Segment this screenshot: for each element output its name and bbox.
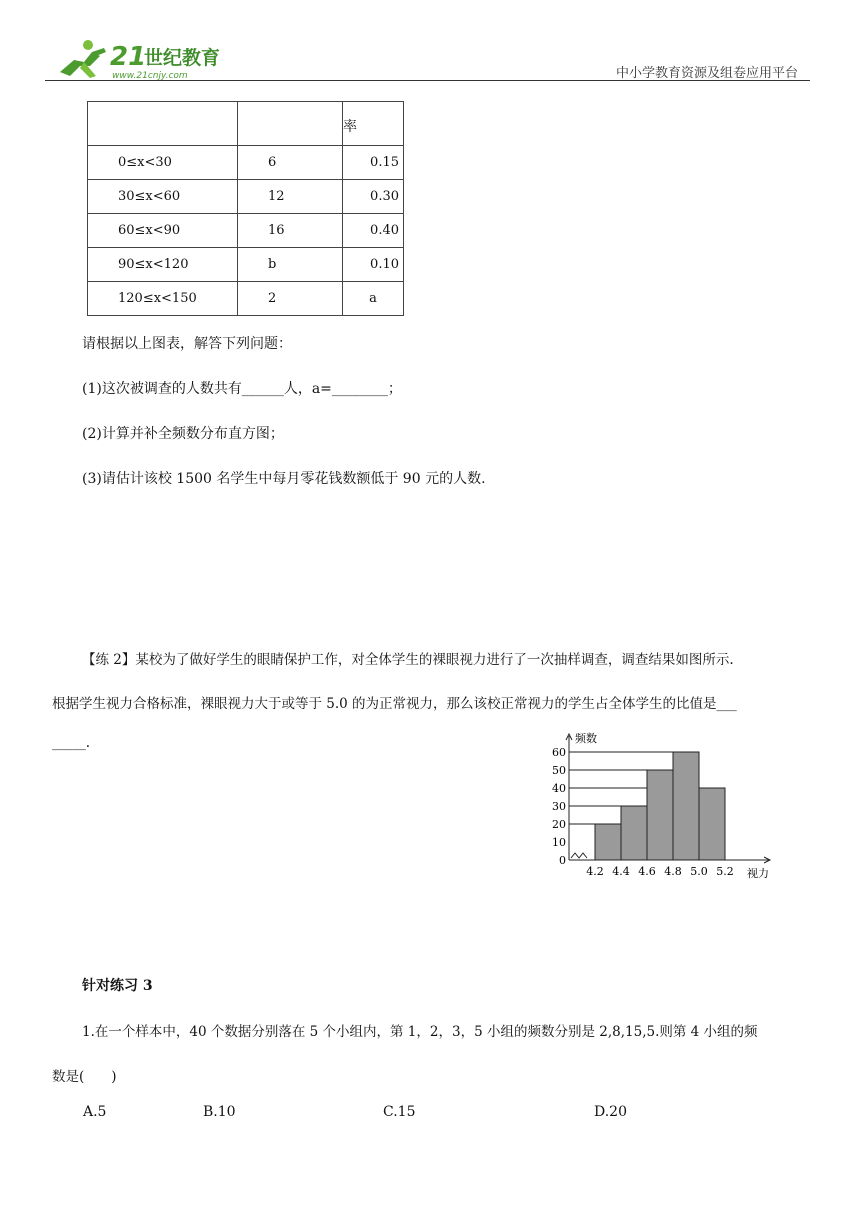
chart-x-tick-label: 5.0 <box>690 865 708 878</box>
table-cell-count: 16 <box>238 214 343 248</box>
question-1: (1)这次被调查的人数共有______人，a=________； <box>82 381 402 397</box>
chart-x-tick-label: 4.8 <box>664 865 682 878</box>
table-cell-count: b <box>238 248 343 282</box>
chart-y-ticks <box>552 746 566 867</box>
logo-number: 21 <box>110 42 147 72</box>
table-cell-range: 0≤x<30 <box>88 146 238 180</box>
table-row <box>88 214 404 248</box>
chart-y-tick-label: 20 <box>552 818 566 831</box>
exercise3-q1-line1: 1.在一个样本中，40 个数据分别落在 5 个小组内，第 1，2，3，5 小组的频数分别是 2,8,15,5.则第 4 小组的频 <box>82 1024 758 1040</box>
chart-x-tick-label: 5.2 <box>716 865 734 878</box>
table-header-cell-rate: 率 <box>343 102 404 146</box>
chart-bar <box>647 770 673 860</box>
table-row <box>88 282 404 316</box>
table-row <box>88 146 404 180</box>
chart-y-tick-label: 40 <box>552 782 566 795</box>
chart-bar <box>595 824 621 860</box>
practice2-line2: 根据学生视力合格标准，裸眼视力大于或等于 5.0 的为正常视力，那么该校正常视力的学生占全体学生的比值是___ <box>52 696 737 712</box>
table-header-cell <box>238 102 343 146</box>
table-cell-rate: 0.40 <box>343 214 404 248</box>
table-cell-range: 90≤x<120 <box>88 248 238 282</box>
table-cell-range: 60≤x<90 <box>88 214 238 248</box>
practice2-line1: 【练 2】某校为了做好学生的眼睛保护工作，对全体学生的裸眼视力进行了一次抽样调查，调查结果如图所示. <box>82 652 734 668</box>
table-cell-rate: 0.30 <box>343 180 404 214</box>
option-c[interactable]: C.15 <box>383 1104 416 1120</box>
question-2: (2)计算并补全频数分布直方图； <box>82 426 284 442</box>
chart-bar <box>621 806 647 860</box>
logo-url: www.21cnjy.com <box>112 71 188 81</box>
option-d[interactable]: D.20 <box>594 1104 627 1120</box>
table-cell-range: 120≤x<150 <box>88 282 238 316</box>
header-platform-text: 中小学教育资源及组卷应用平台 <box>615 66 798 81</box>
table-row <box>88 248 404 282</box>
table-cell-count: 2 <box>238 282 343 316</box>
chart-y-tick-label: 0 <box>559 854 566 867</box>
vision-histogram <box>547 730 777 885</box>
table-cell-count: 6 <box>238 146 343 180</box>
table-cell-range: 30≤x<60 <box>88 180 238 214</box>
exercise3-title: 针对练习 3 <box>82 978 153 994</box>
chart-axis-break <box>571 853 587 858</box>
table-cell-rate: a <box>343 282 404 316</box>
option-a[interactable]: A.5 <box>83 1104 107 1120</box>
practice2-line3: _____. <box>52 735 91 751</box>
frequency-table <box>87 101 404 316</box>
chart-y-tick-label: 30 <box>552 800 566 813</box>
table-row <box>88 180 404 214</box>
exercise3-q1-line2: 数是( ) <box>52 1069 117 1085</box>
chart-y-tick-label: 60 <box>552 746 566 759</box>
runner-icon <box>60 40 106 78</box>
chart-x-ticks <box>586 865 734 878</box>
chart-x-tick-label: 4.6 <box>638 865 656 878</box>
chart-y-tick-label: 50 <box>552 764 566 777</box>
chart-bar <box>699 788 725 860</box>
chart-y-axis-label: 频数 <box>575 732 597 745</box>
chart-x-axis-label: 视力 <box>747 867 769 880</box>
table-header-cell <box>88 102 238 146</box>
header-divider <box>45 80 810 81</box>
table-cell-count: 12 <box>238 180 343 214</box>
logo-text: 世纪教育 <box>144 47 221 69</box>
option-b[interactable]: B.10 <box>203 1104 236 1120</box>
chart-y-tick-label: 10 <box>552 836 566 849</box>
table-cell-rate: 0.15 <box>343 146 404 180</box>
questions-intro: 请根据以上图表，解答下列问题： <box>82 336 292 352</box>
question-3: (3)请估计该校 1500 名学生中每月零花钱数额低于 90 元的人数. <box>82 471 486 487</box>
site-logo <box>40 36 240 82</box>
chart-bar <box>673 752 699 860</box>
table-cell-rate: 0.10 <box>343 248 404 282</box>
table-header-row <box>88 102 404 146</box>
chart-x-tick-label: 4.4 <box>612 865 630 878</box>
chart-x-tick-label: 4.2 <box>586 865 604 878</box>
